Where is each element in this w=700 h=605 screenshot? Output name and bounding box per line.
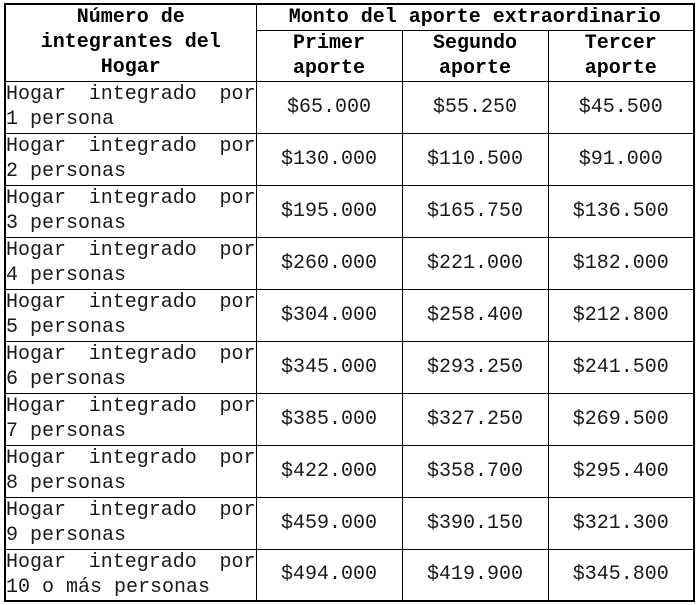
amount-cell: $258.400 — [402, 289, 548, 341]
amount-cell: $110.500 — [402, 133, 548, 185]
amount-cell: $221.000 — [402, 237, 548, 289]
household-label-line2: 5 personas — [6, 316, 127, 339]
household-label-line2: 10 o más personas — [6, 575, 211, 599]
amount-cell: $293.250 — [402, 341, 548, 393]
table-row — [5, 81, 694, 133]
amount-cell: $91.000 — [548, 133, 694, 185]
household-label-cell — [5, 185, 256, 237]
household-label-line1: Hogar integrado por — [6, 550, 256, 574]
header-segundo-aporte — [402, 30, 548, 81]
household-label-cell — [5, 445, 256, 497]
amount-cell: $304.000 — [256, 289, 402, 341]
header-integrantes-line2: integrantes del — [40, 31, 221, 55]
household-label-line1: Hogar integrado por — [6, 187, 256, 210]
header-tercer-aporte — [548, 30, 694, 81]
household-label-line1: Hogar integrado por — [6, 499, 256, 522]
header-integrantes-line3: Hogar — [100, 56, 161, 80]
header-tercer-line1: Tercer — [584, 31, 657, 55]
table-row — [5, 237, 694, 289]
aporte-table — [4, 3, 695, 602]
household-label-line2: 7 personas — [6, 420, 127, 443]
amount-cell: $422.000 — [256, 445, 402, 497]
amount-cell: $345.000 — [256, 341, 402, 393]
amount-cell: $358.700 — [402, 445, 548, 497]
household-label-line2: 2 personas — [6, 160, 127, 183]
household-label-cell — [5, 133, 256, 185]
household-label-cell — [5, 81, 256, 133]
household-label-line2: 6 personas — [6, 368, 127, 391]
table-row — [5, 393, 694, 445]
header-tercer-line2: aporte — [584, 56, 657, 80]
amount-cell: $130.000 — [256, 133, 402, 185]
household-label-line2: 8 personas — [6, 472, 127, 495]
household-label-line1: Hogar integrado por — [6, 83, 256, 106]
amount-cell: $241.500 — [548, 341, 694, 393]
table-row — [5, 185, 694, 237]
header-segundo-line1: Segundo — [432, 31, 517, 55]
header-primer-line1: Primer — [292, 31, 365, 55]
table-row — [5, 497, 694, 549]
household-label-line2: 3 personas — [6, 212, 127, 235]
amount-cell: $321.300 — [548, 497, 694, 549]
amount-cell: $419.900 — [402, 549, 548, 601]
table-body — [5, 81, 694, 601]
household-label-line1: Hogar integrado por — [6, 135, 256, 158]
household-label-cell — [5, 341, 256, 393]
household-label-line2: 4 personas — [6, 264, 127, 287]
amount-cell: $55.250 — [402, 81, 548, 133]
header-integrantes — [5, 4, 256, 81]
amount-cell: $45.500 — [548, 81, 694, 133]
amount-cell: $182.000 — [548, 237, 694, 289]
amount-cell: $494.000 — [256, 549, 402, 601]
household-label-cell — [5, 289, 256, 341]
amount-cell: $269.500 — [548, 393, 694, 445]
household-label-cell — [5, 549, 256, 601]
header-monto-group: Monto del aporte extraordinario — [256, 4, 694, 30]
household-label-cell — [5, 237, 256, 289]
household-label-line1: Hogar integrado por — [6, 291, 256, 314]
household-label-line2: 9 personas — [6, 524, 127, 547]
household-label-cell — [5, 497, 256, 549]
household-label-line1: Hogar integrado por — [6, 447, 256, 470]
amount-cell: $459.000 — [256, 497, 402, 549]
header-row-group — [5, 4, 694, 30]
amount-cell: $65.000 — [256, 81, 402, 133]
household-label-cell — [5, 393, 256, 445]
amount-cell: $345.800 — [548, 549, 694, 601]
amount-cell: $195.000 — [256, 185, 402, 237]
table-row — [5, 549, 694, 601]
table-row — [5, 133, 694, 185]
household-label-line1: Hogar integrado por — [6, 239, 256, 262]
amount-cell: $385.000 — [256, 393, 402, 445]
table-row — [5, 341, 694, 393]
amount-cell: $295.400 — [548, 445, 694, 497]
header-primer-aporte — [256, 30, 402, 81]
header-segundo-line2: aporte — [438, 56, 511, 80]
amount-cell: $327.250 — [402, 393, 548, 445]
amount-cell: $165.750 — [402, 185, 548, 237]
household-label-line2: 1 persona — [6, 108, 115, 131]
household-label-line1: Hogar integrado por — [6, 343, 256, 366]
amount-cell: $390.150 — [402, 497, 548, 549]
amount-cell: $260.000 — [256, 237, 402, 289]
household-label-line1: Hogar integrado por — [6, 395, 256, 418]
header-integrantes-line1: Número de — [76, 6, 185, 30]
header-primer-line2: aporte — [292, 56, 365, 80]
amount-cell: $212.800 — [548, 289, 694, 341]
table-row — [5, 289, 694, 341]
amount-cell: $136.500 — [548, 185, 694, 237]
table-row — [5, 445, 694, 497]
